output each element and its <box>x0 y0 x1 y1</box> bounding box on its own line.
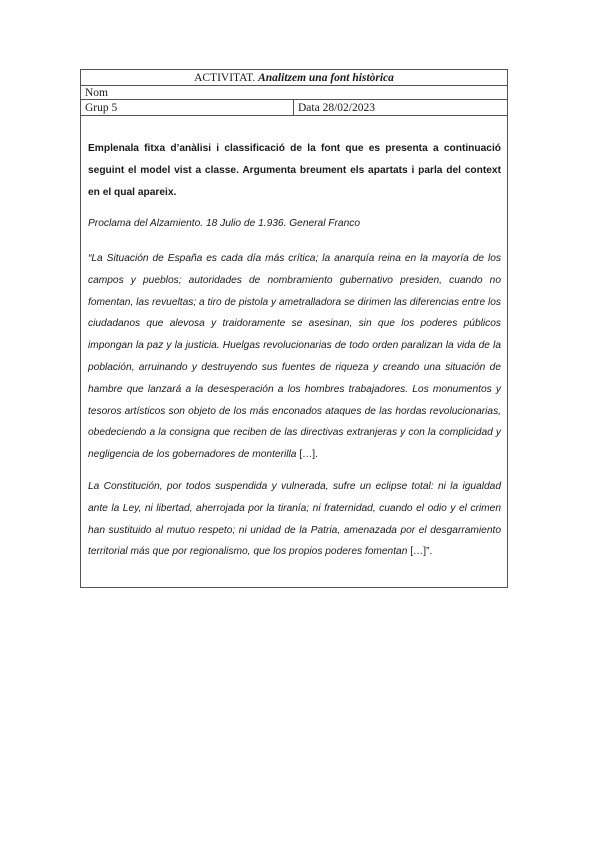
quote-paragraph-2 <box>88 476 501 563</box>
group-date-row <box>81 100 507 116</box>
instructions: Emplenala fitxa d’anàlisi i classificació de la font que es presenta a continuació seguint el model vist a classe. Argumenta breument els apartats i parla del context en el qual apareix. <box>88 143 501 198</box>
content-area <box>81 116 507 587</box>
quote-ellipsis-1: […]. <box>296 449 318 461</box>
title-prefix: ACTIVITAT. <box>194 72 256 84</box>
quote-paragraph-2-text: La Constitución, por todos suspendida y vulnerada, sufre un eclipse total: ni la igualdad ante la Ley, ni libertad, aherrojada por la tiranía; ni fraternidad, cuando el odio y el crimen han sustituido al mutuo respeto; ni unidad de la Patria, amenazada por el desgarramiento territorial más que por regionalismo, que los propios poderes fomentan <box>88 480 501 558</box>
name-row <box>81 86 507 100</box>
date-cell: Data 28/02/2023 <box>298 102 375 114</box>
group-cell: Grup 5 <box>81 100 294 115</box>
activity-sheet <box>80 69 508 588</box>
quote-paragraph-1 <box>88 248 501 466</box>
title-row <box>81 70 507 86</box>
name-label: Nom <box>85 87 108 99</box>
quote-paragraph-1-text: “La Situación de España es cada día más crítica; la anarquía reina en la mayoría de los campos y pueblos; autoridades de nombramiento gubernativo presiden, cuando no fomentan, las revueltas; a tiro de pistola y ametralladora se dirimen las diferencias entre los ciudadanos que alevosa y traidoramente se asesinan, sin que los poderes públicos impongan la paz y la justicia. Huelgas revolucionarias de todo orden paralizan la vida de la población, arruinando y destruyendo sus fuentes de riqueza y creando una situación de hambre que lanzará a la desesperación a los hombres trabajadores. Los monumentos y tesoros artísticos son objeto de los más enconados ataques de las hordas revolucionarias, obedeciendo a la consigna que reciben de las directivas extranjeras y con la complicidad y negligencia de los gobernadores de monterilla <box>88 253 501 461</box>
quote-ellipsis-2: […]”. <box>407 546 433 558</box>
source-line: Proclama del Alzamiento. 18 Julio de 1.936. General Franco <box>88 218 361 229</box>
title-text: Analitzem una font històrica <box>258 72 394 84</box>
